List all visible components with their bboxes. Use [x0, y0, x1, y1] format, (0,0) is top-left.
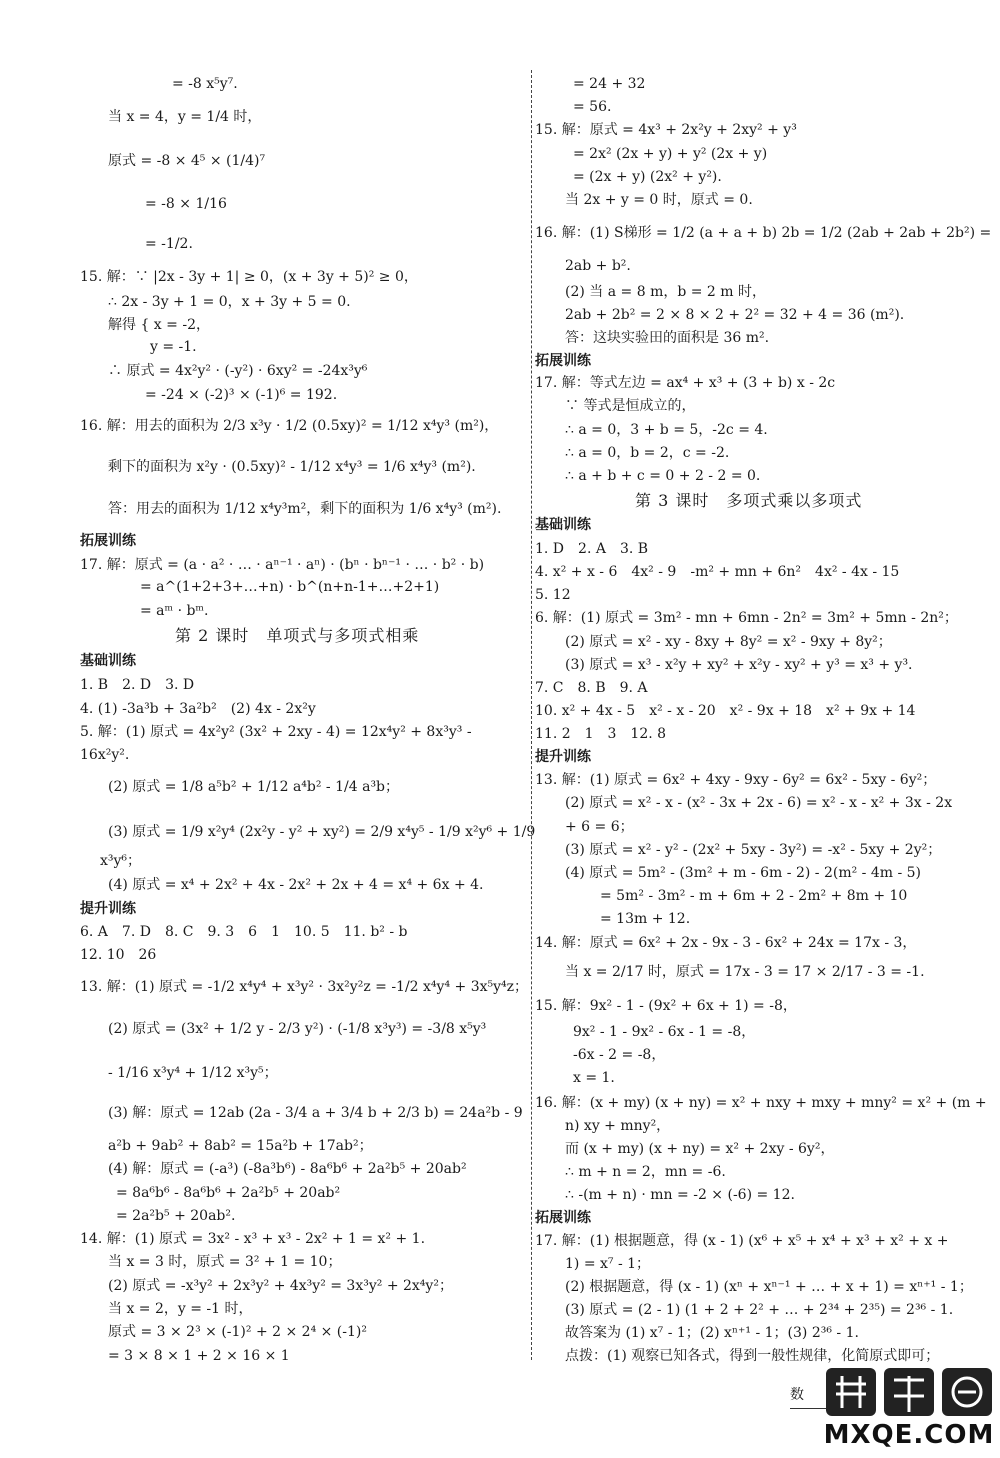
answer-line: (2) 当 a = 8 m，b = 2 m 时， [565, 284, 767, 300]
answer-line: 原式 = 3 × 2³ × (-1)² + 2 × 2⁴ × (-1)² [108, 1324, 367, 1340]
answer-line: = 13m + 12. [600, 911, 691, 927]
answer-line: = 3 × 8 × 1 + 2 × 16 × 1 [108, 1348, 290, 1364]
answer-line: (3) 原式 = x³ - x²y + xy² + x²y - xy² + y³ = x³ + y³. [565, 657, 913, 673]
answer-line: (2) 原式 = (3x² + 1/2 y - 2/3 y²) · (-1/8 x³y³) = -3/8 x⁵y³ [108, 1021, 487, 1037]
answer-line: (4) 解：原式 = (-a³) (-8a³b⁶) - 8a⁶b⁶ + 2a²b⁵ + 20ab² [108, 1161, 467, 1177]
answer-line: = aᵐ · bᵐ. [140, 603, 209, 619]
answer-line: = a^(1+2+3+…+n) · b^(n+n-1+…+2+1) [140, 579, 440, 595]
answer-line: 答：用去的面积为 1/12 x⁴y³m²，剩下的面积为 1/6 x⁴y³ (m²). [108, 501, 502, 517]
answer-line: -6x - 2 = -8， [573, 1047, 666, 1063]
answer-line: 14. 解：原式 = 6x² + 2x - 9x - 3 - 6x² + 24x = 17x - 3， [535, 935, 917, 951]
section-heading: 拓展训练 [535, 1210, 591, 1226]
answer-line: (3) 解：原式 = 12ab (2a - 3/4 a + 3/4 b + 2/3 b) = 24a²b - 9 [108, 1105, 523, 1121]
answer-line: + 6 = 6； [565, 819, 634, 835]
answer-line: ∴ 原式 = 4x²y² · (-y²) · 6xy² = -24x³y⁶ [108, 363, 368, 379]
watermark-stamp-icon [820, 1362, 998, 1422]
answer-line: 当 x = 4，y = 1/4 时， [108, 109, 262, 125]
answer-line: = 5m² - 3m² - m + 6m + 2 - 2m² + 8m + 10 [600, 888, 908, 904]
answer-line: ∵ 等式是恒成立的， [565, 398, 696, 414]
answer-line: ∴ a = 0，b = 2，c = -2. [565, 445, 730, 461]
answer-line: 当 x = 3 时，原式 = 3² + 1 = 10； [108, 1254, 342, 1270]
answer-line: a²b + 9ab² + 8ab² = 15a²b + 17ab²； [108, 1138, 373, 1154]
answer-line: - 1/16 x³y⁴ + 1/12 x³y⁵； [108, 1065, 278, 1081]
answer-line: 10. x² + 4x - 5 x² - x - 20 x² - 9x + 18 x² + 9x + 14 [535, 703, 916, 719]
watermark-text: MXQE.COM [823, 1420, 995, 1450]
answer-line: ∴ m + n = 2，mn = -6. [565, 1164, 726, 1180]
answer-line: ∴ -(m + n) · mn = -2 × (-6) = 12. [565, 1187, 795, 1203]
answer-line: 5. 12 [535, 587, 571, 603]
answer-line: x = 1. [573, 1070, 615, 1086]
answer-line: (3) 原式 = (2 - 1) (1 + 2 + 2² + … + 2³⁴ + 2³⁵) = 2³⁶ - 1. [565, 1302, 954, 1318]
answer-line: 17. 解：等式左边 = ax⁴ + x³ + (3 + b) x - 2c [535, 375, 836, 391]
answer-line: 15. 解：原式 = 4x³ + 2x²y + 2xy² + y³ [535, 122, 797, 138]
answer-line: 原式 = -8 × 4⁵ × (1/4)⁷ [108, 153, 266, 169]
answer-line: x³y⁶； [100, 853, 142, 869]
answer-line: 13. 解：(1) 原式 = 6x² + 4xy - 9xy - 6y² = 6x² - 5xy - 6y²； [535, 772, 937, 788]
column-divider [531, 70, 532, 1360]
answer-line: = (2x + y) (2x² + y²). [573, 169, 722, 185]
section-heading: 基础训练 [535, 517, 591, 533]
answer-line: 6. 解：(1) 原式 = 3m² - mn + 6mn - 2n² = 3m² + 5mn - 2n²； [535, 610, 958, 626]
answer-line: (3) 原式 = 1/9 x²y⁴ (2x²y - y² + xy²) = 2/9 x⁴y⁵ - 1/9 x²y⁶ + 1/9 [108, 824, 536, 840]
answer-line: 16. 解：用去的面积为 2/3 x³y · 1/2 (0.5xy)² = 1/12 x⁴y³ (m²)， [80, 418, 499, 434]
answer-line: 1. D 2. A 3. B [535, 541, 649, 557]
answer-line: (2) 原式 = x² - xy - 8xy + 8y² = x² - 9xy + 8y²； [565, 634, 892, 650]
answer-line: 16x²y². [80, 747, 130, 763]
answer-line: = 2x² (2x + y) + y² (2x + y) [573, 146, 768, 162]
answer-line: 当 x = 2，y = -1 时， [108, 1301, 253, 1317]
watermark-logo [820, 1362, 998, 1454]
answer-line: y = -1. [150, 339, 197, 355]
answer-line: 而 (x + my) (x + ny) = x² + 2xy - 6y²， [565, 1141, 835, 1157]
answer-line: (2) 根据题意，得 (x - 1) (xⁿ + xⁿ⁻¹ + … + x + 1) = xⁿ⁺¹ - 1； [565, 1279, 973, 1295]
answer-line: (3) 原式 = x² - y² - (2x² + 5xy - 3y²) = -x² - 5xy + 2y²； [565, 842, 942, 858]
answer-line: 解得 { x = -2， [108, 317, 210, 333]
answer-line: = 24 + 32 [573, 76, 646, 92]
section-heading: 提升训练 [80, 901, 136, 917]
section-heading: 拓展训练 [80, 533, 136, 549]
section-heading: 基础训练 [80, 653, 136, 669]
answer-line: 5. 解：(1) 原式 = 4x²y² (3x² + 2xy - 4) = 12x⁴y² + 8x³y³ - [80, 724, 472, 740]
answer-line: 17. 解：(1) 根据题意，得 (x - 1) (x⁶ + x⁵ + x⁴ + x³ + x² + x + [535, 1233, 949, 1249]
answer-line: 点拨：(1) 观察已知各式，得到一般性规律，化简原式即可； [565, 1348, 940, 1364]
answer-line: = 2a²b⁵ + 20ab². [116, 1208, 236, 1224]
answer-line: 7. C 8. B 9. A [535, 680, 648, 696]
answer-line: (4) 原式 = 5m² - (3m² + m - 6m - 2) - 2(m² - 4m - 5) [565, 865, 922, 881]
answer-line: (4) 原式 = x⁴ + 2x² + 4x - 2x² + 2x + 4 = x⁴ + 6x + 4. [108, 877, 484, 893]
section-heading: 提升训练 [535, 749, 591, 765]
lesson-title: 第 2 课时 单项式与多项式相乘 [175, 626, 420, 645]
answer-line: 4. x² + x - 6 4x² - 9 -m² + mn + 6n² 4x² - 4x - 15 [535, 564, 900, 580]
answer-line: (2) 原式 = 1/8 a⁵b² + 1/12 a⁴b² - 1/4 a³b； [108, 779, 400, 795]
answer-line: = -8 x⁵y⁷. [172, 76, 238, 92]
answer-line: 1) = x⁷ - 1； [565, 1256, 651, 1272]
answer-line: 16. 解：(x + my) (x + ny) = x² + nxy + mxy + mny² = x² + (m + [535, 1095, 987, 1111]
answer-line: 6. A 7. D 8. C 9. 3 6 1 10. 5 11. b² - b [80, 924, 408, 940]
answer-line: 故答案为 (1) x⁷ - 1；(2) xⁿ⁺¹ - 1；(3) 2³⁶ - 1. [565, 1325, 859, 1341]
answer-line: (2) 原式 = -x³y² + 2x³y² + 4x³y² = 3x³y² + 2x⁴y²； [108, 1278, 453, 1294]
answer-line: 15. 解：∵ |2x - 3y + 1| ≥ 0，(x + 3y + 5)² ≥ 0， [80, 269, 418, 285]
answer-line: 1. B 2. D 3. D [80, 677, 195, 693]
answer-line: ∴ a + b + c = 0 + 2 - 2 = 0. [565, 468, 761, 484]
answer-line: 12. 10 26 [80, 947, 157, 963]
lesson-title: 第 3 课时 多项式乘以多项式 [635, 491, 863, 510]
answer-line: 当 2x + y = 0 时，原式 = 0. [565, 192, 753, 208]
answer-line: = 56. [573, 99, 612, 115]
answer-line: 2ab + 2b² = 2 × 8 × 2 + 2² = 32 + 4 = 36 (m²). [565, 307, 905, 323]
answer-line: 17. 解：原式 = (a · a² · … · aⁿ⁻¹ · aⁿ) · (bⁿ · bⁿ⁻¹ · … · b² · b) [80, 557, 485, 573]
right-column [535, 0, 1000, 1458]
answer-line: ∴ a = 0，3 + b = 5，-2c = 4. [565, 422, 768, 438]
answer-line: = -24 × (-2)³ × (-1)⁶ = 192. [145, 387, 338, 403]
answer-line: 剩下的面积为 x²y · (0.5xy)² - 1/12 x⁴y³ = 1/6 x⁴y³ (m²). [108, 459, 476, 475]
answer-line: = 8a⁶b⁶ - 8a⁶b⁶ + 2a²b⁵ + 20ab² [116, 1185, 341, 1201]
answer-line: 13. 解：(1) 原式 = -1/2 x⁴y⁴ + x³y² · 3x²y²z = -1/2 x⁴y⁴ + 3x⁵y⁴z； [80, 979, 529, 995]
answer-line: 14. 解：(1) 原式 = 3x² - x³ + x³ - 2x² + 1 = x² + 1. [80, 1231, 426, 1247]
answer-line: (2) 原式 = x² - x - (x² - 3x + 2x - 6) = x² - x - x² + 3x - 2x [565, 795, 953, 811]
answer-line: 11. 2 1 3 12. 8 [535, 726, 667, 742]
answer-line: n) xy + mny²， [565, 1118, 671, 1134]
answer-line: 答：这块实验田的面积是 36 m². [565, 330, 770, 346]
answer-line: 15. 解：9x² - 1 - (9x² + 6x + 1) = -8， [535, 998, 797, 1014]
answer-line: 2ab + b². [565, 258, 631, 274]
page-tab: 数 [790, 1387, 804, 1403]
answer-line: 16. 解：(1) S梯形 = 1/2 (a + a + b) 2b = 1/2 (2ab + 2ab + 2b²) = [535, 225, 992, 241]
answer-line: 4. (1) -3a³b + 3a²b² (2) 4x - 2x²y [80, 701, 316, 717]
answer-line: 9x² - 1 - 9x² - 6x - 1 = -8， [573, 1024, 756, 1040]
answer-line: 当 x = 2/17 时，原式 = 17x - 3 = 17 × 2/17 - 3 = -1. [565, 964, 925, 980]
answer-line: = -8 × 1/16 [145, 196, 227, 212]
answer-line: = -1/2. [145, 236, 193, 252]
section-heading: 拓展训练 [535, 353, 591, 369]
answer-line: ∴ 2x - 3y + 1 = 0，x + 3y + 5 = 0. [108, 294, 351, 310]
